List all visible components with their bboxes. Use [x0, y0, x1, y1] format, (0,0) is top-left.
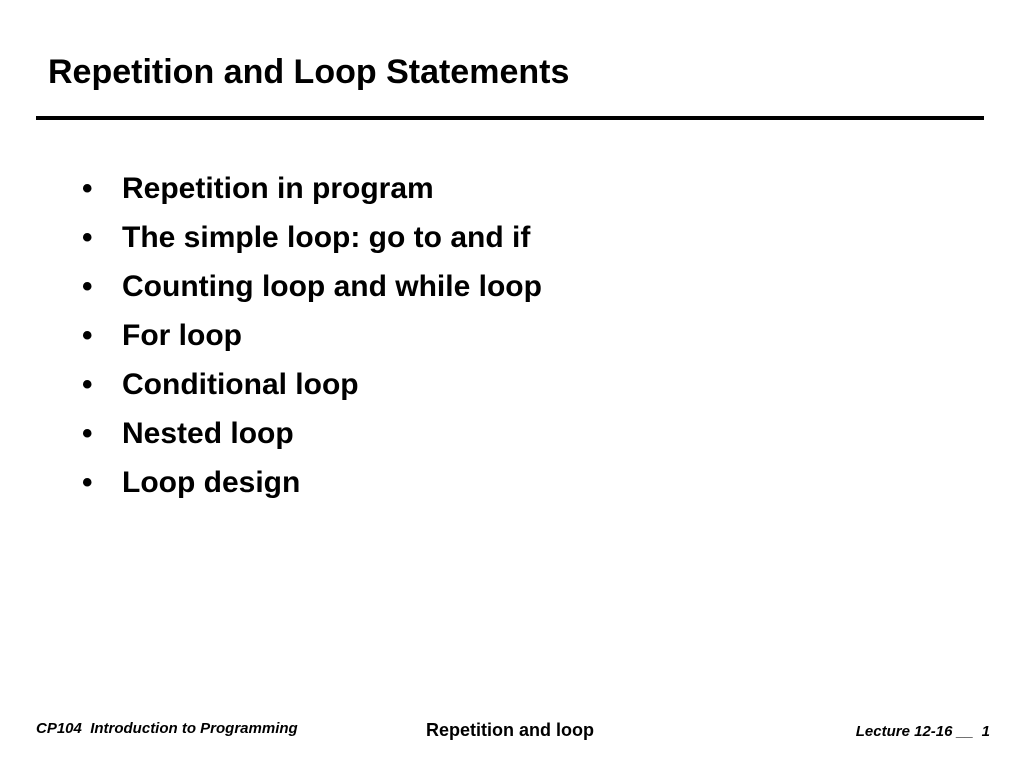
bullet-icon: •: [82, 417, 93, 450]
bullet-icon: •: [82, 172, 93, 205]
slide-title: Repetition and Loop Statements: [48, 53, 570, 91]
footer-lecture: Lecture 12-16 __ 1: [855, 723, 990, 740]
bullet-text: Repetition in program: [122, 172, 434, 205]
bullet-text: Counting loop and while loop: [122, 270, 542, 303]
bullet-icon: •: [82, 368, 93, 401]
bullet-text: Conditional loop: [122, 368, 359, 401]
title-divider: [36, 116, 984, 120]
bullet-icon: •: [82, 466, 93, 499]
bullet-icon: •: [82, 319, 93, 352]
bullet-icon: •: [82, 221, 93, 254]
bullet-text: For loop: [122, 319, 242, 352]
footer-topic: Repetition and loop: [426, 720, 594, 740]
bullet-text: Loop design: [122, 466, 301, 499]
bullet-text: Nested loop: [122, 417, 294, 450]
bullet-icon: •: [82, 270, 93, 303]
bullet-text: The simple loop: go to and if: [122, 221, 531, 254]
footer-course: CP104 Introduction to Programming: [36, 720, 298, 737]
